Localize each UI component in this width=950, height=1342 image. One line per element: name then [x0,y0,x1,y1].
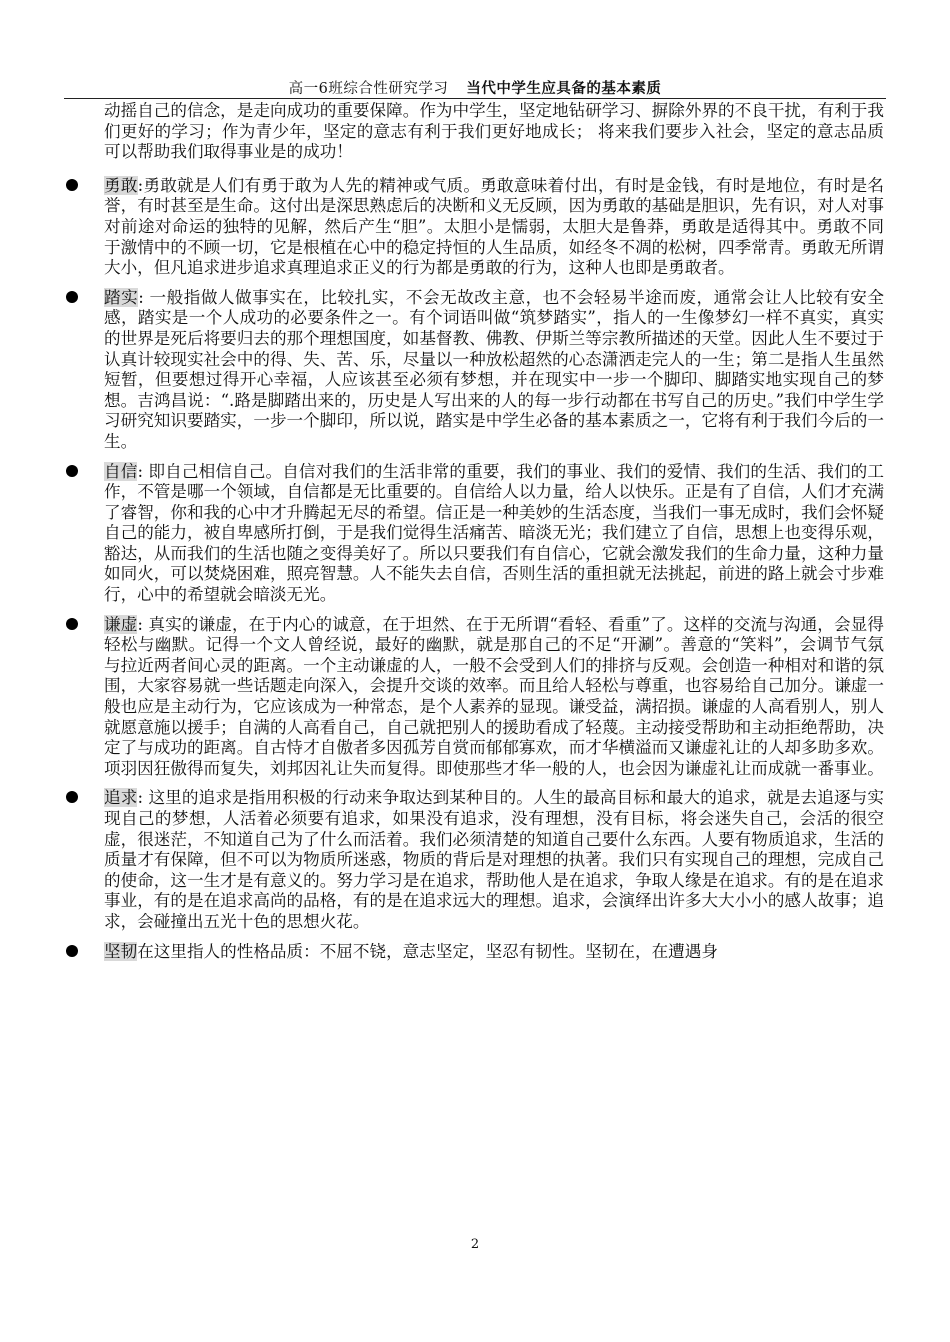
text-modesty: : 真实的谦虚，在于内心的诚意，在于坦然、在于无所谓“看轻、看重”了。这样的交流与沟通，会显得轻松与幽默。记得一个文人曾经说，最好的幽默，就是那自己的不足“开涮”。善意的“笑料”，会调节气氛与拉近两者间心灵的距离。一个主动谦虚的人，一般不会受到人们的排挤与反观。会创造一种相对和谐的氛围，大家容易就一些话题走向深入，会提升交谈的效率。而且给人轻松与尊重，也容易给自己加分。谦虚一般也应是主动行为，它应该成为一种常态，是个人素养的显现。谦受益，满招损。谦虚的人高看别人，别人就愿意施以援手；自满的人高看自己，自己就把别人的援助看成了轻蔑。主动接受帮助和主动拒绝帮助，决定了与成功的距离。自古恃才自傲者多因孤芳自赏而郁郁寡欢，而才华横溢而又谦虚礼让的人却多助多欢。项羽因狂傲得而复失，刘邦因礼让失而复得。即使那些才华一般的人，也会因为谦虚礼让而成就一番事业。 [104,614,884,778]
bullet-icon [66,945,78,957]
term-modesty: 谦虚 [104,614,138,634]
header-class-title: 高一6班综合性研究学习 [288,81,449,97]
bullet-icon [66,291,78,303]
text-pursuit: : 这里的追求是指用积极的行动来争取达到某种目的。人生的最高目标和最大的追求，就是去追逐与实现自己的梦想，人活着必须要有追求，如果没有追求，没有理想，没有目标，将会迷失自己，会活的很空虚，很迷茫，不知道自己为了什么而活着。我们必须清楚的知道自己要什么东西。人要有物质追求，生活的质量才有保障，但不可以为物质所迷惑，物质的背后是对理想的执著。我们只有实现自己的理想，完成自己的使命，这一生才是有意义的。努力学习是在追求，帮助他人是在追求，争取人缘是在追求。有的是在追求事业，有的是在追求高尚的品格，有的是在追求远大的理想。追求，会演绎出许多大大小小的感人故事；追求，会碰撞出五光十色的思想火花。 [104,788,885,931]
list-item-confidence [104,462,884,606]
text-tenacity: 在这里指人的性格品质：不屈不铙，意志坚定，坚忍有韧性。坚韧在，在遭遇身 [137,941,718,961]
header-topic-title: 当代中学生应具备的基本素质 [466,80,662,97]
list-item-tenacity [104,942,884,963]
text-confidence: : 即自己相信自己。自信对我们的生活非常的重要，我们的事业、我们的爱情、我们的生活、我们的工作，不管是哪一个领域，自信都是无比重要的。自信给人以力量，给人以快乐。正是有了自信，人们才充满了睿智，你和我的心中才升腾起无尽的希望。信正是一种美妙的生活态度，当我们一事无成时，我们会怀疑自己的能力，被自卑感所打倒，于是我们觉得生活痛苦、暗淡无光；我们建立了自信，思想上也变得乐观，豁达，从而我们的生活也随之变得美好了。所以只要我们有自信心，它就会激发我们的生命力量，这种力量如同火，可以焚烧困难，照亮智慧。人不能失去自信，否则生活的重担就无法挑起，前进的路上就会寸步难行，心中的希望就会暗淡无光。 [104,461,885,605]
term-courage: 勇敢 [104,175,138,195]
list-item-steadiness [104,288,884,453]
bullet-icon [66,791,78,803]
term-tenacity: 坚韧 [104,941,138,961]
page-number: 2 [470,1237,480,1252]
text-courage: :勇敢就是人们有勇于敢为人先的精神或气质。勇敢意味着付出，有时是金钱，有时是地位，有时是名誉，有时甚至是生命。这付出是深思熟虑后的决断和义无反顾，因为勇敢的基础是胆识，先有识，对人对事对前途对命运的独特的见解，然后产生“胆”。太胆小是懦弱，太胆大是鲁莽，勇敢是适得其中。勇敢不同于激情中的不顾一切，它是根植在心中的稳定持恒的人生品质，如经冬不凋的松树，四季常青。勇敢无所谓大小，但凡追求进步追求真理追求正义的行为都是勇敢的行为，这种人也即是勇敢者。 [104,175,884,278]
bullet-icon [66,179,78,191]
page-header [64,80,886,99]
term-confidence: 自信 [104,461,138,481]
list-item-courage [104,176,884,279]
page-body [104,101,884,971]
list-item-pursuit [104,788,884,932]
list-item-modesty [104,615,884,780]
term-steadiness: 踏实 [104,287,139,307]
bullet-icon [66,618,78,630]
intro-continuation: 动摇自己的信念，是走向成功的重要保障。作为中学生，坚定地钻研学习、摒除外界的不良干扰，有利于我们更好的学习；作为青少年，坚定的意志有利于我们更好地成长； 将来我们要步入社会，坚定的意志品质可以帮助我们取得事业是的成功！ [104,101,884,162]
bullet-icon [66,465,78,477]
term-pursuit: 追求 [104,788,138,808]
text-steadiness: : 一般指做人做事实在，比较扎实，不会无故改主意，也不会轻易半途而废，通常会让人比较有安全感，踏实是一个人成功的必要条件之一。有个词语叫做“筑梦踏实”，指人的一生像梦幻一样不真实，真实的世界是死后将要归去的那个理想国度，如基督教、佛教、伊斯兰等宗教所描述的天堂。因此人生不要过于认真计较现实社会中的得、失、苦、乐，尽量以一种放松超然的心态潇洒走完人的一生；第二是指人生虽然短暂，但要想过得开心幸福，人应该甚至必须有梦想，并在现实中一步一个脚印、脚踏实地实现自己的梦想。吉鸿昌说：“.路是脚踏出来的，历史是人写出来的人的每一步行动都在书写自己的历史。”我们中学生学习研究知识要踏实，一步一个脚印，所以说，踏实是中学生必备的基本素质之一，它将有利于我们今后的一生。 [104,287,884,451]
